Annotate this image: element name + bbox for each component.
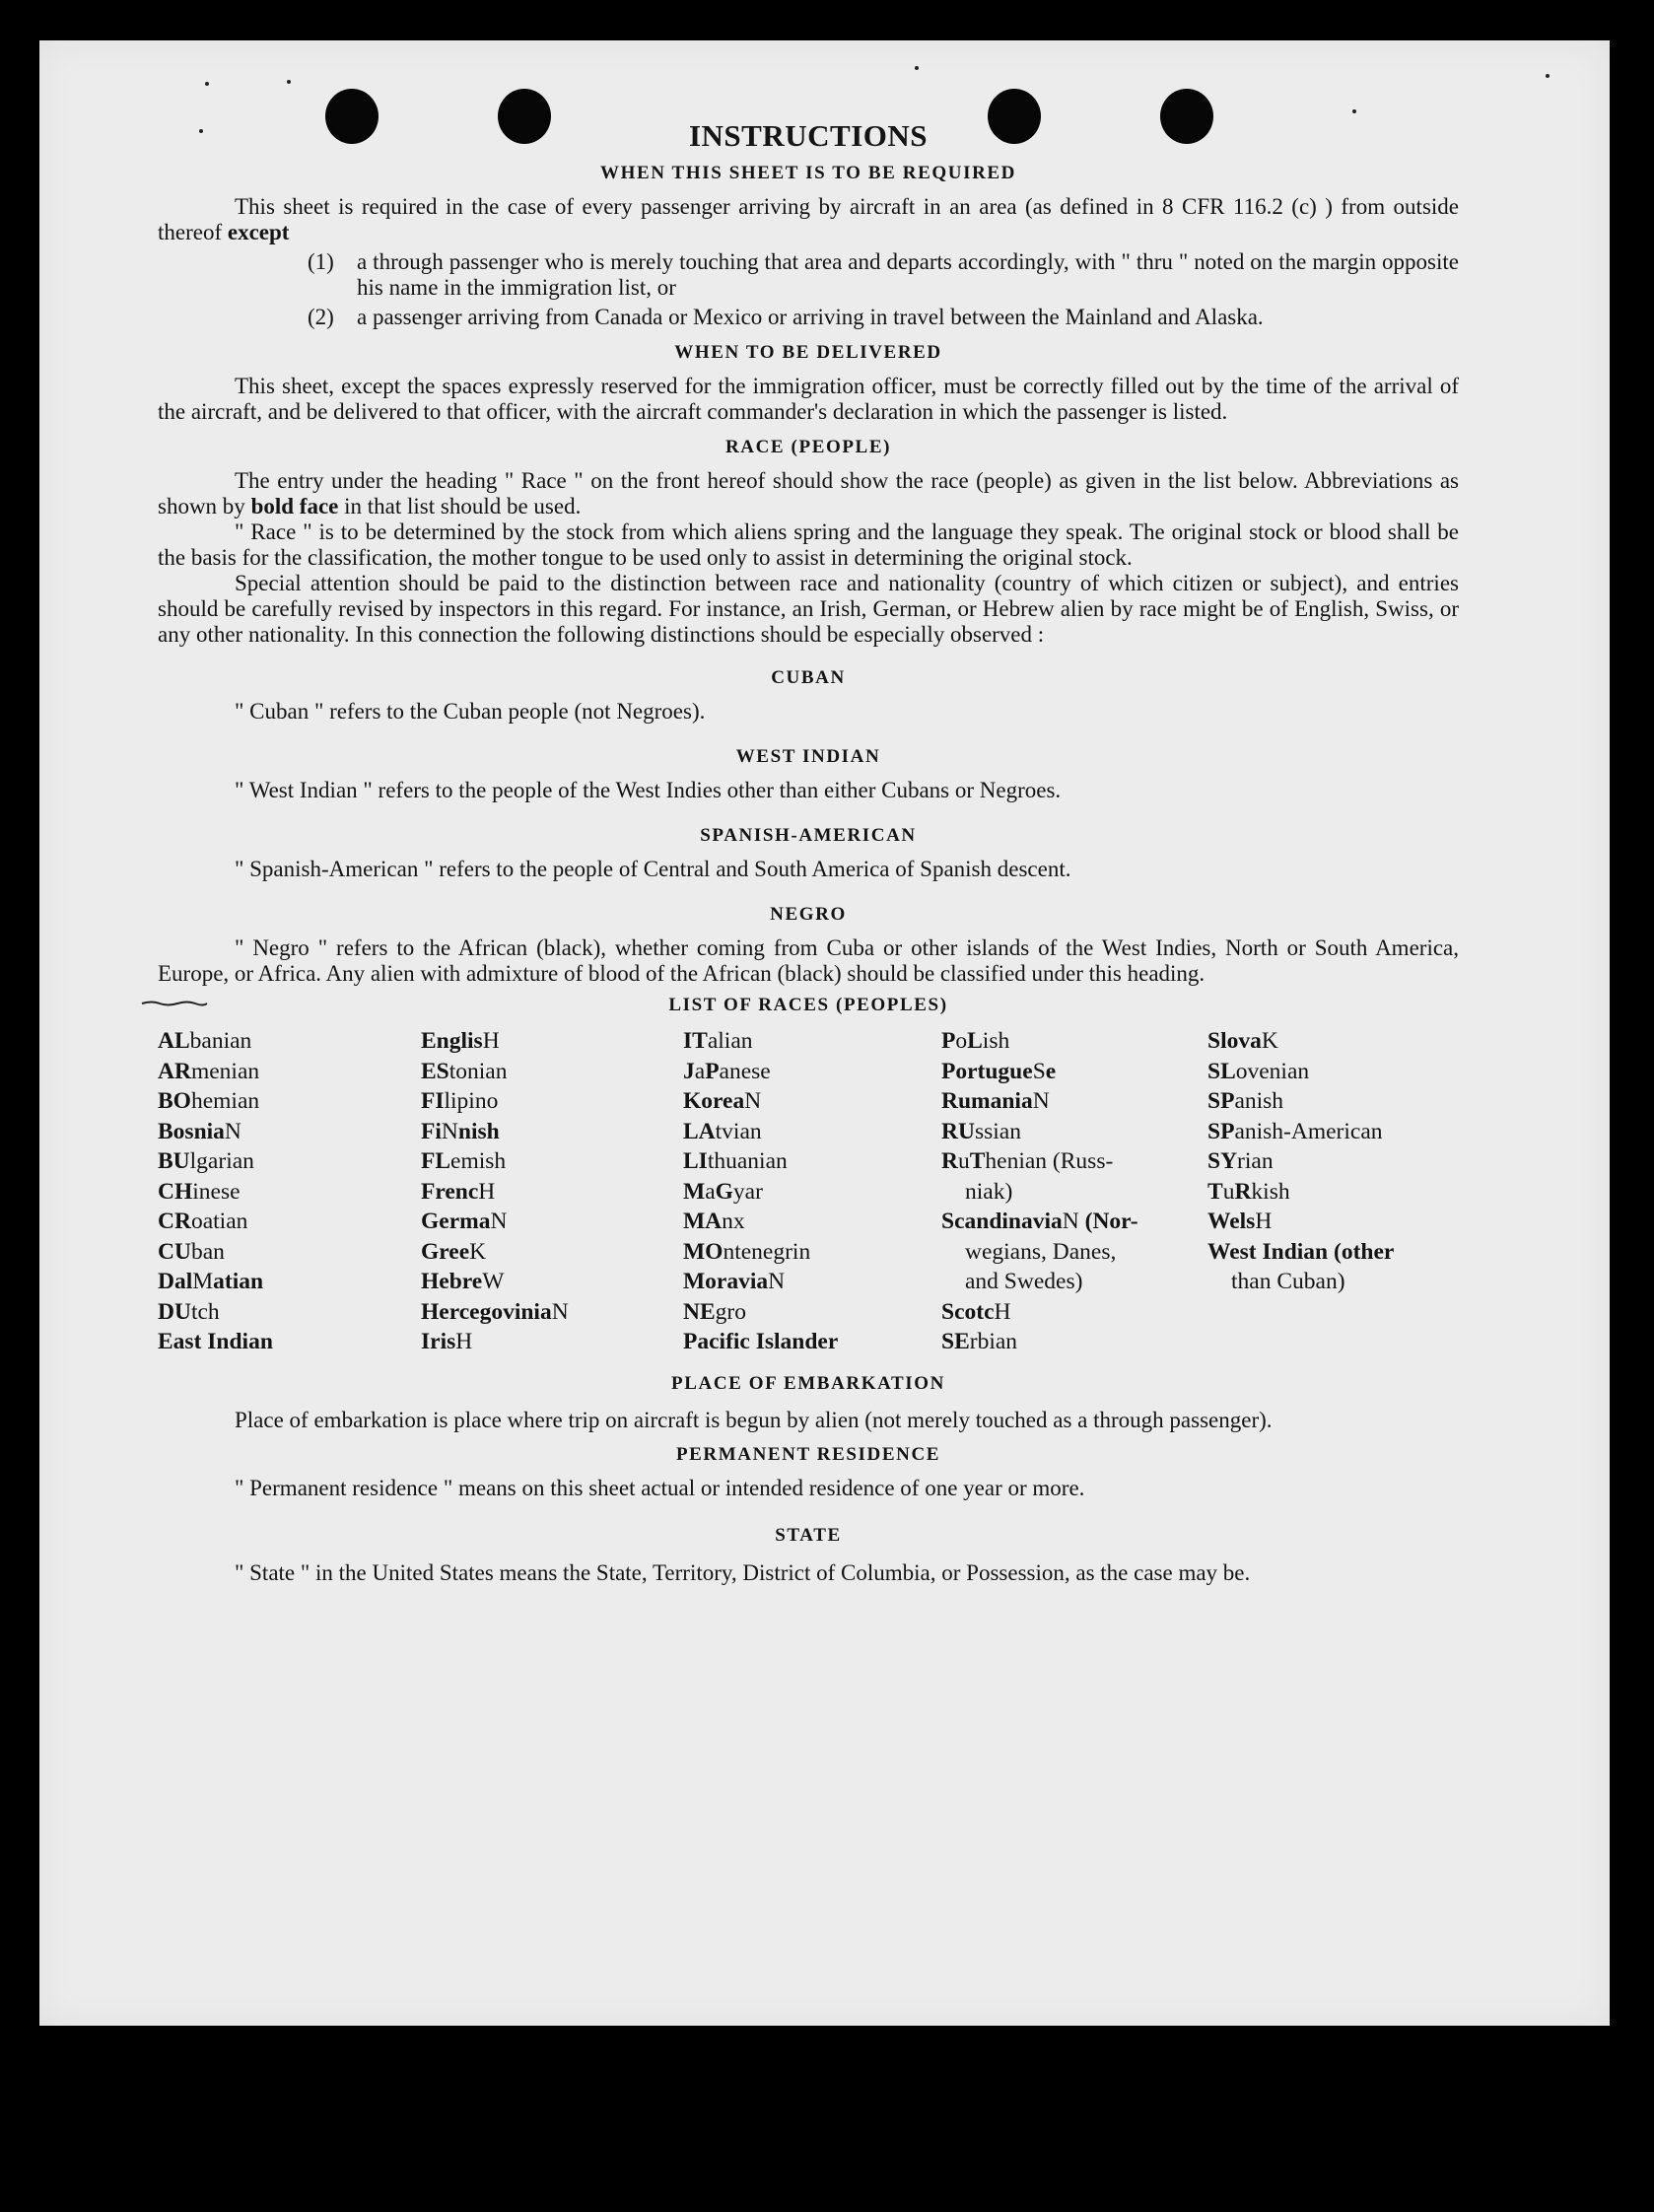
race-entry: Pacific Islander [683,1329,839,1354]
section-heading: WEST INDIAN [735,746,881,767]
race-entry: JaPanese [683,1058,771,1084]
race-entry: ITalian [683,1028,753,1054]
race-entry: DalMatian [158,1269,264,1294]
section-heading: WHEN TO BE DELIVERED [674,342,942,363]
race-entry: MoraviaN [683,1269,786,1294]
race-entry: SlovaK [1207,1028,1278,1054]
race-entry: RumaniaN [941,1088,1050,1114]
speck [915,66,919,70]
race-entry: PortugueSe [941,1058,1057,1084]
races-column [421,1026,683,1357]
paragraph: " Negro " refers to the African (black), whether coming from Cuba or other islands of the West Indies, North or South America, Europe, or Africa. Any alien with admixture of blood of the African (black) should be classified under this heading. [158,935,1459,986]
race-entry: SPanish-American [1207,1118,1383,1144]
paragraph: " Cuban " refers to the Cuban people (not Negroes). [235,699,706,724]
race-entry: LAtvian [683,1118,762,1144]
list-item: (1) a through passenger who is merely touching that area and departs accordingly, with " thru " noted on the margin opposite his name in the immigration list, or [308,249,1459,300]
race-entry: RUssian [941,1118,1021,1144]
paragraph: " Race " is to be determined by the stock from which aliens spring and the language they speak. The original stock or blood shall be the basis for the classification, the mother tongue to be used only to assist in determining the original stock. [158,519,1459,570]
race-entry: SLovenian [1207,1058,1310,1084]
paragraph: This sheet, except the spaces expressly reserved for the immigration officer, must be correctly filled out by the time of the arrival of the aircraft, and be delivered to that officer, with the aircraft commander's declaration in which the passenger is listed. [158,374,1459,424]
race-entry: CHinese [158,1178,241,1205]
section-heading: RACE (PEOPLE) [724,437,892,457]
speck [205,82,209,86]
races-column [158,1026,421,1357]
race-entry: niak) [965,1178,1013,1205]
race-entry: HebreW [421,1269,505,1294]
race-entry: HercegoviniaN [421,1298,569,1325]
race-entry: SPanish [1207,1088,1284,1114]
section-heading: STATE [775,1524,842,1546]
paragraph: Place of embarkation is place where trip on aircraft is begun by alien (not merely touched as a through passenger). [235,1407,1273,1432]
speck [1546,74,1550,78]
race-entry: ScandinaviaN (Nor- [941,1209,1138,1234]
race-entry: than Cuban) [1231,1269,1345,1294]
paragraph: The entry under the heading " Race " on the front hereof should show the race (people) as given in the list below. Abbreviations as shown by bold face in that list should be used. [158,468,1459,518]
race-entry: RuThenian (Russ- [941,1148,1114,1174]
paragraph: " Spanish-American " refers to the people of Central and South America of Spanish descent. [235,857,1071,881]
race-entry: SErbian [941,1329,1018,1354]
race-entry: BUlgarian [158,1148,254,1174]
race-entry: DUtch [158,1298,220,1325]
race-entry: MAnx [683,1209,745,1234]
race-entry: GermaN [421,1209,508,1234]
race-entry: LIthuanian [683,1148,788,1174]
instructions-body [158,118,1459,1590]
section-heading: PERMANENT RESIDENCE [675,1443,941,1465]
paragraph: Special attention should be paid to the distinction between race and nationality (country of which citizen or subject), and entries should be carefully revised by inspectors in this regard. For instance, an Irish, German, or Hebrew alien by race might be of English, Swiss, or any other nationality. In this connection the following distinctions should be especially observed : [158,571,1459,647]
page-title: INSTRUCTIONS [688,118,928,153]
race-entry: ALbanian [158,1028,252,1054]
race-entry: NEgro [683,1298,746,1325]
paragraph: " West Indian " refers to the people of the West Indies other than either Cubans or Negroes. [235,778,1062,802]
race-entry: ScotcH [941,1298,1011,1325]
paragraph: " Permanent residence " means on this sheet actual or intended residence of one year or more. [235,1475,1085,1500]
race-entry: CRoatian [158,1209,248,1234]
section-heading: WHEN THIS SHEET IS TO BE REQUIRED [599,163,1017,183]
race-entry: FiNnish [421,1118,500,1144]
race-entry: East Indian [158,1329,273,1354]
race-entry: FLemish [421,1148,507,1174]
race-entry: SYrian [1207,1148,1274,1174]
speck [1352,109,1356,113]
section-heading: SPANISH-AMERICAN [700,825,917,846]
races-column [683,1026,941,1357]
paragraph: This sheet is required in the case of every passenger arriving by aircraft in an area (as defined in 8 CFR 116.2 (c) ) from outside thereof except [158,194,1459,244]
race-entry: WelsH [1207,1209,1273,1234]
section-heading: PLACE OF EMBARKATION [671,1372,945,1394]
races-column [1207,1026,1459,1357]
section-heading: LIST OF RACES (PEOPLES) [668,995,948,1015]
paragraph: " State " in the United States means the State, Territory, District of Columbia, or Possession, as the case may be. [235,1559,1251,1585]
race-entry: ARmenian [158,1058,260,1084]
race-entry: FIlipino [421,1088,499,1114]
race-entry: BosniaN [158,1118,241,1144]
race-entry: FrencH [421,1178,496,1205]
race-entry: EStonian [421,1058,508,1084]
race-entry: wegians, Danes, [965,1238,1117,1265]
section-heading: CUBAN [771,667,846,688]
race-entry: MaGyar [683,1178,763,1205]
race-entry: TuRkish [1207,1178,1290,1205]
races-column [941,1026,1207,1357]
race-entry: GreeK [421,1238,487,1265]
race-entry: West Indian (other [1207,1238,1395,1265]
race-entry: KoreaN [683,1088,762,1114]
races-list [158,1026,1459,1357]
section-heading: NEGRO [770,904,847,925]
list-item: (2) a passenger arriving from Canada or Mexico or arriving in travel between the Mainland and Alaska. [308,305,1264,329]
race-entry: BOhemian [158,1088,260,1114]
race-entry: PoLish [941,1028,1010,1054]
race-entry: IrisH [421,1329,473,1354]
race-entry: MOntenegrin [683,1238,811,1265]
race-entry: EnglisH [421,1028,500,1054]
speck [287,80,291,84]
race-entry: CUban [158,1238,225,1265]
race-entry: and Swedes) [965,1269,1083,1294]
